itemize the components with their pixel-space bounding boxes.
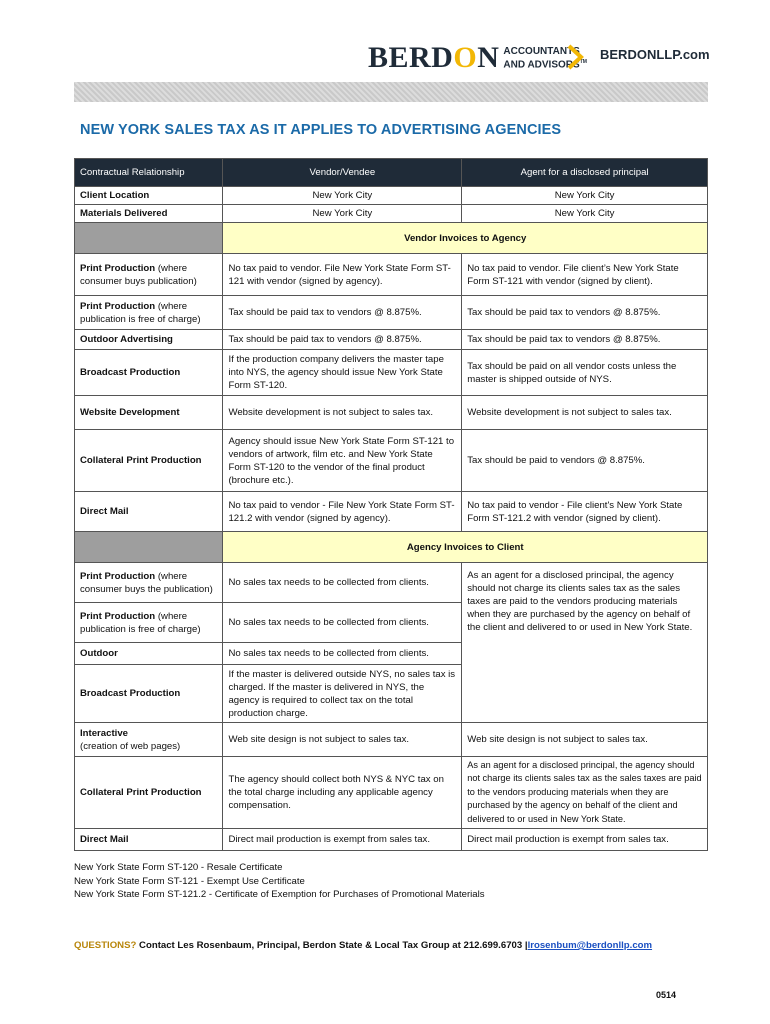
form-notes — [74, 861, 485, 902]
logo-tagline: ACCOUNTANTS AND ADVISORS™ — [503, 45, 587, 71]
col-header-relationship: Contractual Relationship — [75, 159, 223, 187]
cell-vendor: Website development is not subject to sales tax. — [223, 396, 462, 430]
website-link[interactable]: BERDONLLP.com — [600, 47, 710, 62]
table-row — [75, 296, 708, 330]
contact-line: QUESTIONS? Contact Les Rosenbaum, Principal, Berdon State & Local Tax Group at 212.699.6703 |lrosenbum@berdonllp.com — [74, 940, 653, 951]
row-label: Collateral Print Production — [75, 430, 223, 492]
table-row — [75, 205, 708, 223]
table-row — [75, 254, 708, 296]
cell-agent: Tax should be paid on all vendor costs unless the master is shipped outside of NYS. — [462, 350, 708, 396]
row-label: Collateral Print Production — [75, 757, 223, 829]
table-row — [75, 829, 708, 851]
section-spacer — [75, 223, 223, 254]
cell-vendor: The agency should collect both NYS & NYC tax on the total charge including any applicable agency compensation. — [223, 757, 462, 829]
section1-body — [75, 254, 708, 532]
row-label: Print Production (where consumer buys publication) — [75, 254, 223, 296]
cell-vendor: No sales tax needs to be collected from clients. — [223, 643, 462, 665]
table-row — [75, 563, 708, 603]
cell-vendor: Web site design is not subject to sales tax. — [223, 723, 462, 757]
section-header-row — [75, 532, 708, 563]
cell-vendor: No tax paid to vendor - File New York State Form ST-121.2 with vendor (signed by agency). — [223, 492, 462, 532]
row-label: Direct Mail — [75, 492, 223, 532]
cell-vendor: No sales tax needs to be collected from clients. — [223, 603, 462, 643]
row-label: Print Production (where publication is free of charge) — [75, 296, 223, 330]
cell-agent: New York City — [462, 187, 708, 205]
cell-agent: No tax paid to vendor - File client's New York State Form ST-121.2 with vendor (signed by client). — [462, 492, 708, 532]
row-label: Print Production (where consumer buys the publication) — [75, 563, 223, 603]
cell-agent: Website development is not subject to sales tax. — [462, 396, 708, 430]
section-spacer — [75, 532, 223, 563]
row-label: Materials Delivered — [75, 205, 223, 223]
table-row — [75, 350, 708, 396]
table-row — [75, 757, 708, 829]
table-row — [75, 396, 708, 430]
header-band — [74, 82, 708, 102]
section-title-agency-invoices: Agency Invoices to Client — [223, 532, 708, 563]
questions-label: QUESTIONS? — [74, 940, 137, 951]
section-header-row — [75, 223, 708, 254]
row-label: Interactive (creation of web pages) — [75, 723, 223, 757]
cell-agent: Tax should be paid tax to vendors @ 8.875%. — [462, 330, 708, 350]
cell-agent: No tax paid to vendor. File client’s New York State Form ST-121 with vendor (signed by client). — [462, 254, 708, 296]
row-label: Website Development — [75, 396, 223, 430]
cell-agent-merged: As an agent for a disclosed principal, the agency should not charge its clients sales tax as the sales taxes are paid to the vendors producing materials when they are purchased by the agency on behalf of the client and delivered to or used in New York State. — [462, 563, 708, 723]
row-label: Direct Mail — [75, 829, 223, 851]
page-title: NEW YORK SALES TAX AS IT APPLIES TO ADVERTISING AGENCIES — [80, 122, 562, 138]
cell-agent: As an agent for a disclosed principal, the agency should not charge its clients sales tax as the sales taxes are paid to the vendors producing materials when they are purchased by the agency on behalf of the client and delivered to or used in New York State. — [462, 757, 708, 829]
cell-vendor: If the production company delivers the master tape into NYS, the agency should issue New York State Form ST-120. — [223, 350, 462, 396]
note-line: New York State Form ST-120 - Resale Certificate — [74, 862, 283, 873]
table-row — [75, 492, 708, 532]
logo-wordmark: BERDON — [368, 41, 500, 74]
cell-vendor: New York City — [223, 187, 462, 205]
email-link[interactable]: lrosenbum@berdonllp.com — [527, 940, 653, 951]
cell-vendor: New York City — [223, 205, 462, 223]
col-header-vendor: Vendor/Vendee — [223, 159, 462, 187]
section-title-vendor-invoices: Vendor Invoices to Agency — [223, 223, 708, 254]
cell-vendor: Tax should be paid tax to vendors @ 8.875%. — [223, 330, 462, 350]
table-row — [75, 430, 708, 492]
cell-vendor: If the master is delivered outside NYS, no sales tax is charged. If the master is delivered in NYS, the agency is required to collect tax on the total production charge. — [223, 665, 462, 723]
cell-vendor: Tax should be paid tax to vendors @ 8.875%. — [223, 296, 462, 330]
cell-vendor: No tax paid to vendor. File New York State Form ST-121 with vendor (signed by agency). — [223, 254, 462, 296]
note-line: New York State Form ST-121.2 - Certificate of Exemption for Purchases of Promotional Materials — [74, 889, 485, 900]
table-row — [75, 723, 708, 757]
cell-agent: Tax should be paid tax to vendors @ 8.875%. — [462, 296, 708, 330]
row-label: Client Location — [75, 187, 223, 205]
table-row — [75, 330, 708, 350]
row-label: Broadcast Production — [75, 350, 223, 396]
cell-agent: Direct mail production is exempt from sales tax. — [462, 829, 708, 851]
cell-vendor: Agency should issue New York State Form ST-121 to vendors of artwork, film etc. and New York State Form ST-120 to the vendor of the final product (brochure etc.). — [223, 430, 462, 492]
cell-agent: Web site design is not subject to sales tax. — [462, 723, 708, 757]
sales-tax-table — [74, 158, 708, 851]
cell-agent: New York City — [462, 205, 708, 223]
berdon-logo — [368, 40, 587, 76]
table-row — [75, 187, 708, 205]
row-label: Outdoor Advertising — [75, 330, 223, 350]
cell-agent: Tax should be paid to vendors @ 8.875%. — [462, 430, 708, 492]
row-label: Outdoor — [75, 643, 223, 665]
contact-text: Contact Les Rosenbaum, Principal, Berdon State & Local Tax Group at 212.699.6703 — [136, 940, 525, 951]
cell-vendor: Direct mail production is exempt from sales tax. — [223, 829, 462, 851]
cell-vendor: No sales tax needs to be collected from clients. — [223, 563, 462, 603]
col-header-agent: Agent for a disclosed principal — [462, 159, 708, 187]
note-line: New York State Form ST-121 - Exempt Use Certificate — [74, 875, 305, 887]
page-code: 0514 — [656, 990, 677, 1000]
row-label: Broadcast Production — [75, 665, 223, 723]
row-label: Print Production (where publication is free of charge) — [75, 603, 223, 643]
table-header-row — [75, 159, 708, 187]
chevron-right-icon — [566, 44, 586, 70]
